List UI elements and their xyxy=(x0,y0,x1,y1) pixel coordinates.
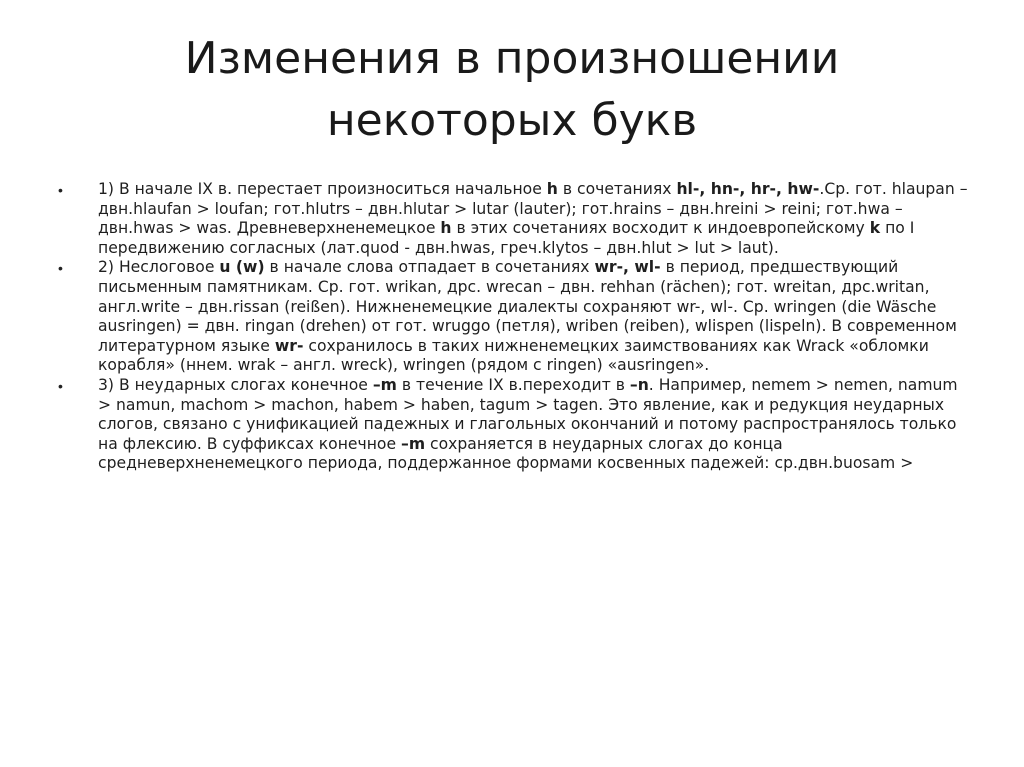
bullet-item-1 xyxy=(58,180,968,258)
title-line-2: некоторых букв xyxy=(326,95,698,146)
bold-term: wr-, wl- xyxy=(594,258,661,277)
bullet-item-2 xyxy=(58,258,968,376)
bold-term: hl-, hn-, hr-, hw- xyxy=(676,180,820,198)
bullet-dot-icon: • xyxy=(58,182,63,198)
bold-term: h xyxy=(440,219,452,238)
text-run: в период, предшествующий письменным памятникам. Ср. гот. wrikan, дрс. wrecan – двн. rehhan (rächen); гот. wreitan, дрс.writan, англ.write – двн.rissan (reißen). Нижненемецкие диалекты сохраняют wr-, wl-. Ср. wringen (die Wäsche ausringen) = двн. ringan (drehen) от гот. wruggo (петля), wriben (reiben), wlispen (lispeln). В современном литературном языке xyxy=(98,258,957,355)
bullet-dot-icon: • xyxy=(58,260,63,277)
text-run: .Ср. гот. hlaupan – двн.hlaufan > loufan; гот.hlutrs – двн.hlutar > lutar (lauter); гот.hrains – двн.hreini > reini; гот.hwa – двн.hwas > was. Древневерхненемецкое xyxy=(98,180,968,238)
text-run: в начале слова отпадает в сочетаниях xyxy=(264,258,595,277)
bullet-text-1 xyxy=(98,180,968,258)
text-run: 1) В начале IX в. перестает произноситься начальное xyxy=(98,180,547,198)
bullet-item-3 xyxy=(58,376,968,474)
bullet-list xyxy=(58,180,968,474)
bullet-text-3 xyxy=(98,376,968,474)
text-run: в течение IX в.переходит в xyxy=(396,375,630,394)
text-run: 2) Неслоговое xyxy=(98,258,220,277)
bullet-text-2 xyxy=(98,258,968,376)
bold-term: wr- xyxy=(274,336,304,355)
bold-term: –n xyxy=(629,375,649,394)
title-line-1: Изменения в произношении xyxy=(184,33,840,84)
text-run: по I передвижению согласных (лат.quod - двн.hwas, греч.klytos – двн.hlut > lut > laut). xyxy=(98,219,915,257)
bold-term: h xyxy=(546,180,558,198)
text-run: сохраняется в неударных слогах до конца средневерхненемецкого периода, поддержанное формами косвенных падежей: ср.двн.buosam > xyxy=(98,434,914,473)
bold-term: k xyxy=(869,219,881,238)
slide-title xyxy=(80,28,944,152)
text-run: . Например, nemem > nemen, namum > namun, machom > machon, habem > haben, tagum > tagen. Это явление, как и редукция неударных слогов, связано с унификацией падежных и глагольных окончаний и потому распространялось только на флексию. В суффиксах конечное xyxy=(98,375,958,453)
text-run: в этих сочетаниях восходит к индоевропейскому xyxy=(451,219,870,238)
bold-term: –m xyxy=(372,375,397,394)
bold-term: –m xyxy=(401,434,426,453)
text-run: в сочетаниях xyxy=(557,180,677,198)
bullet-dot-icon: • xyxy=(58,377,63,394)
bold-term: u (w) xyxy=(219,258,265,277)
text-run: 3) В неударных слогах конечное xyxy=(98,375,373,394)
text-run: сохранилось в таких нижненемецких заимствованиях как Wrack «обломки корабля» (ннем. wrak – англ. wreck), wringen (рядом с ringen) «ausringen». xyxy=(98,336,929,375)
